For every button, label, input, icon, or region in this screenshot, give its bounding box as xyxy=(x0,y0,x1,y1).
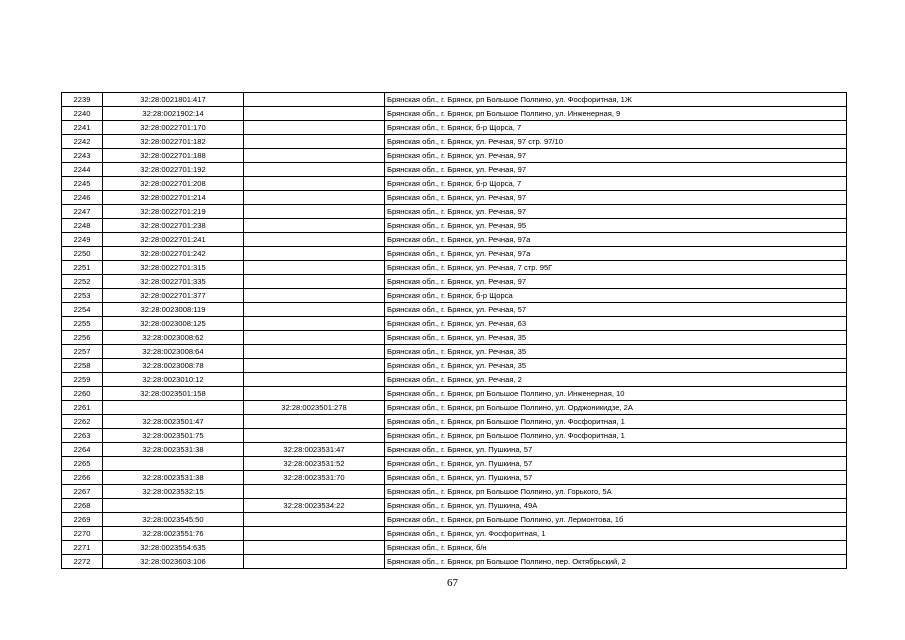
parent-cadastral-number-cell xyxy=(244,233,385,247)
parent-cadastral-number-cell xyxy=(244,303,385,317)
address-cell: Брянская обл., г. Брянск, рп Большое Полпино, ул. Горького, 5А xyxy=(385,485,847,499)
cadastral-number-cell: 32:28:0022701:214 xyxy=(103,191,244,205)
cadastral-number-cell xyxy=(103,499,244,513)
address-cell: Брянская обл., г. Брянск, б-р Щорса, 7 xyxy=(385,177,847,191)
address-cell: Брянская обл., г. Брянск, ул. Речная, 97а xyxy=(385,233,847,247)
cadastral-number-cell: 32:28:0023008:119 xyxy=(103,303,244,317)
row-number-cell: 2253 xyxy=(62,289,103,303)
parent-cadastral-number-cell xyxy=(244,513,385,527)
cadastral-number-cell xyxy=(103,457,244,471)
address-cell: Брянская обл., г. Брянск, рп Большое Полпино, ул. Инженерная, 10 xyxy=(385,387,847,401)
cadastral-number-cell: 32:28:0023008:64 xyxy=(103,345,244,359)
parent-cadastral-number-cell xyxy=(244,219,385,233)
row-number-cell: 2265 xyxy=(62,457,103,471)
cadastral-number-cell: 32:28:0023551:76 xyxy=(103,527,244,541)
cadastral-number-cell: 32:28:0022701:170 xyxy=(103,121,244,135)
row-number-cell: 2244 xyxy=(62,163,103,177)
parent-cadastral-number-cell xyxy=(244,359,385,373)
table-row xyxy=(62,373,847,387)
table-row xyxy=(62,303,847,317)
cadastral-number-cell: 32:28:0023545:50 xyxy=(103,513,244,527)
table-row xyxy=(62,429,847,443)
address-cell: Брянская обл., г. Брянск, ул. Речная, 57 xyxy=(385,303,847,317)
cadastral-number-cell: 32:28:0023008:125 xyxy=(103,317,244,331)
page-number: 67 xyxy=(447,577,458,589)
parent-cadastral-number-cell xyxy=(244,317,385,331)
address-cell: Брянская обл., г. Брянск, ул. Речная, 97а xyxy=(385,247,847,261)
table-row xyxy=(62,415,847,429)
parent-cadastral-number-cell: 32:28:0023534:22 xyxy=(244,499,385,513)
parent-cadastral-number-cell xyxy=(244,163,385,177)
address-cell: Брянская обл., г. Брянск, ул. Речная, 35 xyxy=(385,331,847,345)
address-cell: Брянская обл., г. Брянск, ул. Речная, 97 xyxy=(385,191,847,205)
cadastral-number-cell: 32:28:0022701:182 xyxy=(103,135,244,149)
parent-cadastral-number-cell xyxy=(244,331,385,345)
cadastral-number-cell: 32:28:0022701:315 xyxy=(103,261,244,275)
property-registry-table xyxy=(61,92,847,569)
row-number-cell: 2267 xyxy=(62,485,103,499)
cadastral-number-cell: 32:28:0022701:188 xyxy=(103,149,244,163)
row-number-cell: 2249 xyxy=(62,233,103,247)
row-number-cell: 2254 xyxy=(62,303,103,317)
address-cell: Брянская обл., г. Брянск, рп Большое Полпино, ул. Лермонтова, 1б xyxy=(385,513,847,527)
parent-cadastral-number-cell xyxy=(244,93,385,107)
table-row xyxy=(62,191,847,205)
parent-cadastral-number-cell xyxy=(244,275,385,289)
table-row xyxy=(62,163,847,177)
parent-cadastral-number-cell xyxy=(244,261,385,275)
address-cell: Брянская обл., г. Брянск, б-р Щорса xyxy=(385,289,847,303)
address-cell: Брянская обл., г. Брянск, рп Большое Полпино, ул. Инженерная, 9 xyxy=(385,107,847,121)
table-row xyxy=(62,471,847,485)
address-cell: Брянская обл., г. Брянск, ул. Пушкина, 49А xyxy=(385,499,847,513)
cadastral-number-cell: 32:28:0022701:238 xyxy=(103,219,244,233)
row-number-cell: 2245 xyxy=(62,177,103,191)
table-body xyxy=(62,93,847,569)
table-row xyxy=(62,331,847,345)
address-cell: Брянская обл., г. Брянск, ул. Речная, 35 xyxy=(385,359,847,373)
table-row xyxy=(62,359,847,373)
table-row xyxy=(62,527,847,541)
address-cell: Брянская обл., г. Брянск, ул. Речная, 97 xyxy=(385,163,847,177)
table-row xyxy=(62,149,847,163)
address-cell: Брянская обл., г. Брянск, ул. Речная, 95 xyxy=(385,219,847,233)
table-row xyxy=(62,555,847,569)
table-row xyxy=(62,513,847,527)
parent-cadastral-number-cell: 32:28:0023501:278 xyxy=(244,401,385,415)
cadastral-number-cell: 32:28:0023010:12 xyxy=(103,373,244,387)
parent-cadastral-number-cell xyxy=(244,135,385,149)
table-row xyxy=(62,177,847,191)
table-row xyxy=(62,93,847,107)
address-cell: Брянская обл., г. Брянск, рп Большое Полпино, ул. Фосфоритная, 1 xyxy=(385,415,847,429)
table-row xyxy=(62,219,847,233)
table-row xyxy=(62,387,847,401)
parent-cadastral-number-cell xyxy=(244,345,385,359)
address-cell: Брянская обл., г. Брянск, рп Большое Полпино, пер. Октябрьский, 2 xyxy=(385,555,847,569)
parent-cadastral-number-cell: 32:28:0023531:70 xyxy=(244,471,385,485)
cadastral-number-cell: 32:28:0022701:241 xyxy=(103,233,244,247)
row-number-cell: 2262 xyxy=(62,415,103,429)
address-cell: Брянская обл., г. Брянск, ул. Речная, 35 xyxy=(385,345,847,359)
row-number-cell: 2259 xyxy=(62,373,103,387)
address-cell: Брянская обл., г. Брянск, ул. Фосфоритная, 1 xyxy=(385,527,847,541)
parent-cadastral-number-cell xyxy=(244,289,385,303)
row-number-cell: 2255 xyxy=(62,317,103,331)
table-row xyxy=(62,499,847,513)
address-cell: Брянская обл., г. Брянск, б-р Щорса, 7 xyxy=(385,121,847,135)
row-number-cell: 2266 xyxy=(62,471,103,485)
cadastral-number-cell: 32:28:0021801:417 xyxy=(103,93,244,107)
address-cell: Брянская обл., г. Брянск, рп Большое Полпино, ул. Фосфоритная, 1 xyxy=(385,429,847,443)
row-number-cell: 2260 xyxy=(62,387,103,401)
parent-cadastral-number-cell: 32:28:0023531:52 xyxy=(244,457,385,471)
table-row xyxy=(62,345,847,359)
row-number-cell: 2240 xyxy=(62,107,103,121)
address-cell: Брянская обл., г. Брянск, б/н xyxy=(385,541,847,555)
parent-cadastral-number-cell xyxy=(244,485,385,499)
cadastral-number-cell: 32:28:0021902:14 xyxy=(103,107,244,121)
table-row xyxy=(62,247,847,261)
row-number-cell: 2263 xyxy=(62,429,103,443)
row-number-cell: 2248 xyxy=(62,219,103,233)
row-number-cell: 2241 xyxy=(62,121,103,135)
cadastral-number-cell: 32:28:0023603:106 xyxy=(103,555,244,569)
row-number-cell: 2268 xyxy=(62,499,103,513)
parent-cadastral-number-cell xyxy=(244,121,385,135)
address-cell: Брянская обл., г. Брянск, ул. Пушкина, 57 xyxy=(385,443,847,457)
parent-cadastral-number-cell xyxy=(244,205,385,219)
address-cell: Брянская обл., г. Брянск, ул. Пушкина, 57 xyxy=(385,457,847,471)
cadastral-number-cell: 32:28:0023532:15 xyxy=(103,485,244,499)
address-cell: Брянская обл., г. Брянск, ул. Речная, 63 xyxy=(385,317,847,331)
table-row xyxy=(62,541,847,555)
cadastral-number-cell: 32:28:0023501:75 xyxy=(103,429,244,443)
address-cell: Брянская обл., г. Брянск, ул. Пушкина, 57 xyxy=(385,471,847,485)
cadastral-number-cell xyxy=(103,401,244,415)
row-number-cell: 2247 xyxy=(62,205,103,219)
cadastral-number-cell: 32:28:0022701:377 xyxy=(103,289,244,303)
parent-cadastral-number-cell xyxy=(244,373,385,387)
parent-cadastral-number-cell xyxy=(244,527,385,541)
cadastral-number-cell: 32:28:0022701:192 xyxy=(103,163,244,177)
address-cell: Брянская обл., г. Брянск, рп Большое Полпино, ул. Орджоникидзе, 2А xyxy=(385,401,847,415)
table-row xyxy=(62,275,847,289)
cadastral-number-cell: 32:28:0022701:242 xyxy=(103,247,244,261)
cadastral-number-cell: 32:28:0022701:335 xyxy=(103,275,244,289)
cadastral-number-cell: 32:28:0023008:78 xyxy=(103,359,244,373)
address-cell: Брянская обл., г. Брянск, ул. Речная, 97 xyxy=(385,205,847,219)
address-cell: Брянская обл., г. Брянск, ул. Речная, 97 xyxy=(385,275,847,289)
cadastral-number-cell: 32:28:0023008:62 xyxy=(103,331,244,345)
row-number-cell: 2250 xyxy=(62,247,103,261)
parent-cadastral-number-cell xyxy=(244,191,385,205)
row-number-cell: 2269 xyxy=(62,513,103,527)
table-row xyxy=(62,317,847,331)
row-number-cell: 2246 xyxy=(62,191,103,205)
parent-cadastral-number-cell xyxy=(244,107,385,121)
parent-cadastral-number-cell xyxy=(244,247,385,261)
table-row xyxy=(62,485,847,499)
row-number-cell: 2261 xyxy=(62,401,103,415)
cadastral-number-cell: 32:28:0023531:38 xyxy=(103,471,244,485)
table-row xyxy=(62,261,847,275)
table-row xyxy=(62,289,847,303)
address-cell: Брянская обл., г. Брянск, ул. Речная, 2 xyxy=(385,373,847,387)
row-number-cell: 2256 xyxy=(62,331,103,345)
row-number-cell: 2271 xyxy=(62,541,103,555)
row-number-cell: 2242 xyxy=(62,135,103,149)
table-row xyxy=(62,135,847,149)
table-row xyxy=(62,401,847,415)
cadastral-number-cell: 32:28:0023554:635 xyxy=(103,541,244,555)
address-cell: Брянская обл., г. Брянск, рп Большое Полпино, ул. Фосфоритная, 1Ж xyxy=(385,93,847,107)
table-row xyxy=(62,107,847,121)
row-number-cell: 2252 xyxy=(62,275,103,289)
parent-cadastral-number-cell xyxy=(244,415,385,429)
parent-cadastral-number-cell: 32:28:0023531:47 xyxy=(244,443,385,457)
table-row xyxy=(62,121,847,135)
row-number-cell: 2270 xyxy=(62,527,103,541)
row-number-cell: 2251 xyxy=(62,261,103,275)
row-number-cell: 2239 xyxy=(62,93,103,107)
parent-cadastral-number-cell xyxy=(244,541,385,555)
address-cell: Брянская обл., г. Брянск, ул. Речная, 7 стр. 95Г xyxy=(385,261,847,275)
parent-cadastral-number-cell xyxy=(244,387,385,401)
cadastral-number-cell: 32:28:0023531:38 xyxy=(103,443,244,457)
table-row xyxy=(62,233,847,247)
cadastral-number-cell: 32:28:0023501:158 xyxy=(103,387,244,401)
row-number-cell: 2272 xyxy=(62,555,103,569)
cadastral-number-cell: 32:28:0022701:219 xyxy=(103,205,244,219)
parent-cadastral-number-cell xyxy=(244,177,385,191)
address-cell: Брянская обл., г. Брянск, ул. Речная, 97 стр. 97/10 xyxy=(385,135,847,149)
parent-cadastral-number-cell xyxy=(244,429,385,443)
parent-cadastral-number-cell xyxy=(244,149,385,163)
address-cell: Брянская обл., г. Брянск, ул. Речная, 97 xyxy=(385,149,847,163)
cadastral-number-cell: 32:28:0022701:208 xyxy=(103,177,244,191)
row-number-cell: 2264 xyxy=(62,443,103,457)
table-row xyxy=(62,457,847,471)
row-number-cell: 2257 xyxy=(62,345,103,359)
cadastral-number-cell: 32:28:0023501:47 xyxy=(103,415,244,429)
row-number-cell: 2258 xyxy=(62,359,103,373)
table-row xyxy=(62,205,847,219)
parent-cadastral-number-cell xyxy=(244,555,385,569)
table-row xyxy=(62,443,847,457)
row-number-cell: 2243 xyxy=(62,149,103,163)
